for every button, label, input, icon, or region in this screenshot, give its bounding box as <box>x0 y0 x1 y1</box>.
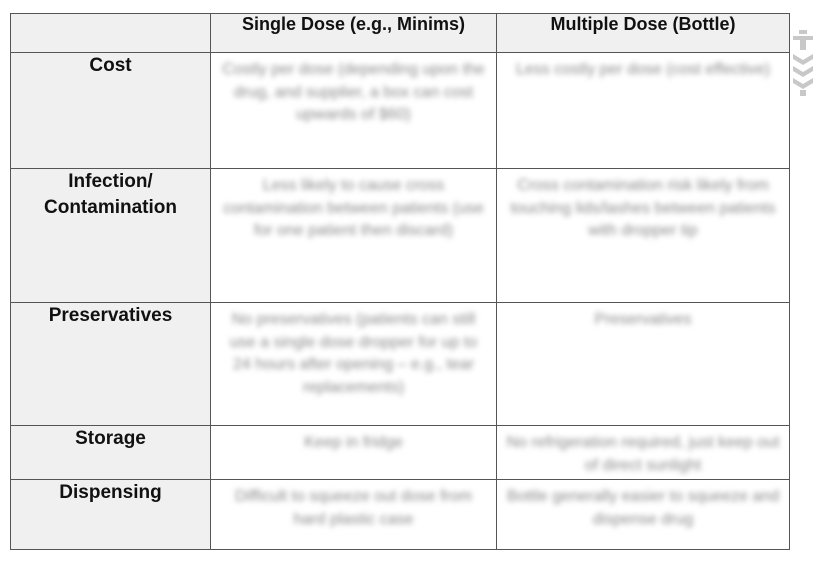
cell-cost-single <box>211 53 497 169</box>
row-label-text: Infection/ Contamination <box>44 171 177 218</box>
cell-storage-multiple <box>497 426 790 480</box>
row-label-preservatives: Preservatives <box>11 303 211 426</box>
logo-watermark-icon <box>790 30 816 96</box>
cell-cost-multiple <box>497 53 790 169</box>
corner-header <box>11 14 211 53</box>
cell-dispensing-multiple <box>497 480 790 550</box>
cell-infection-multiple <box>497 169 790 303</box>
header-multiple-dose: Multiple Dose (Bottle) <box>497 14 790 53</box>
table-row <box>11 303 790 426</box>
table-row <box>11 53 790 169</box>
table-row <box>11 426 790 480</box>
cell-text: No preservatives (patients can still use a single dose dropper for up to 24 hours after opening – e.g., tear replacements) <box>229 311 478 396</box>
row-label-cost: Cost <box>11 53 211 169</box>
cell-infection-single <box>211 169 497 303</box>
row-label-storage: Storage <box>11 426 211 480</box>
cell-text: Costly per dose (depending upon the drug, and supplier, a box can cost upwards of $60) <box>222 61 485 123</box>
header-single-dose: Single Dose (e.g., Minims) <box>211 14 497 53</box>
cell-text: Less costly per dose (cost effective) <box>515 61 771 78</box>
cell-text: Preservatives <box>594 311 692 328</box>
cell-text: No refrigeration required, just keep out of direct sunlight <box>506 434 780 474</box>
cell-dispensing-single <box>211 480 497 550</box>
cell-storage-single <box>211 426 497 480</box>
cell-preservatives-single <box>211 303 497 426</box>
cell-text: Bottle generally easier to squeeze and dispense drug <box>506 488 780 528</box>
table-row <box>11 169 790 303</box>
row-label-infection <box>11 169 211 303</box>
cell-text: Keep in fridge <box>304 434 403 451</box>
table-row <box>11 480 790 550</box>
cell-text: Difficult to squeeze out dose from hard plastic case <box>234 488 473 528</box>
header-row <box>11 14 790 53</box>
cell-text: Cross contamination risk likely from touching lids/lashes between patients with dropper tip <box>510 177 776 239</box>
cell-preservatives-multiple <box>497 303 790 426</box>
row-label-dispensing: Dispensing <box>11 480 211 550</box>
cell-text: Less likely to cause cross contamination between patients (use for one patient then discard) <box>223 177 484 239</box>
comparison-table <box>10 13 790 550</box>
